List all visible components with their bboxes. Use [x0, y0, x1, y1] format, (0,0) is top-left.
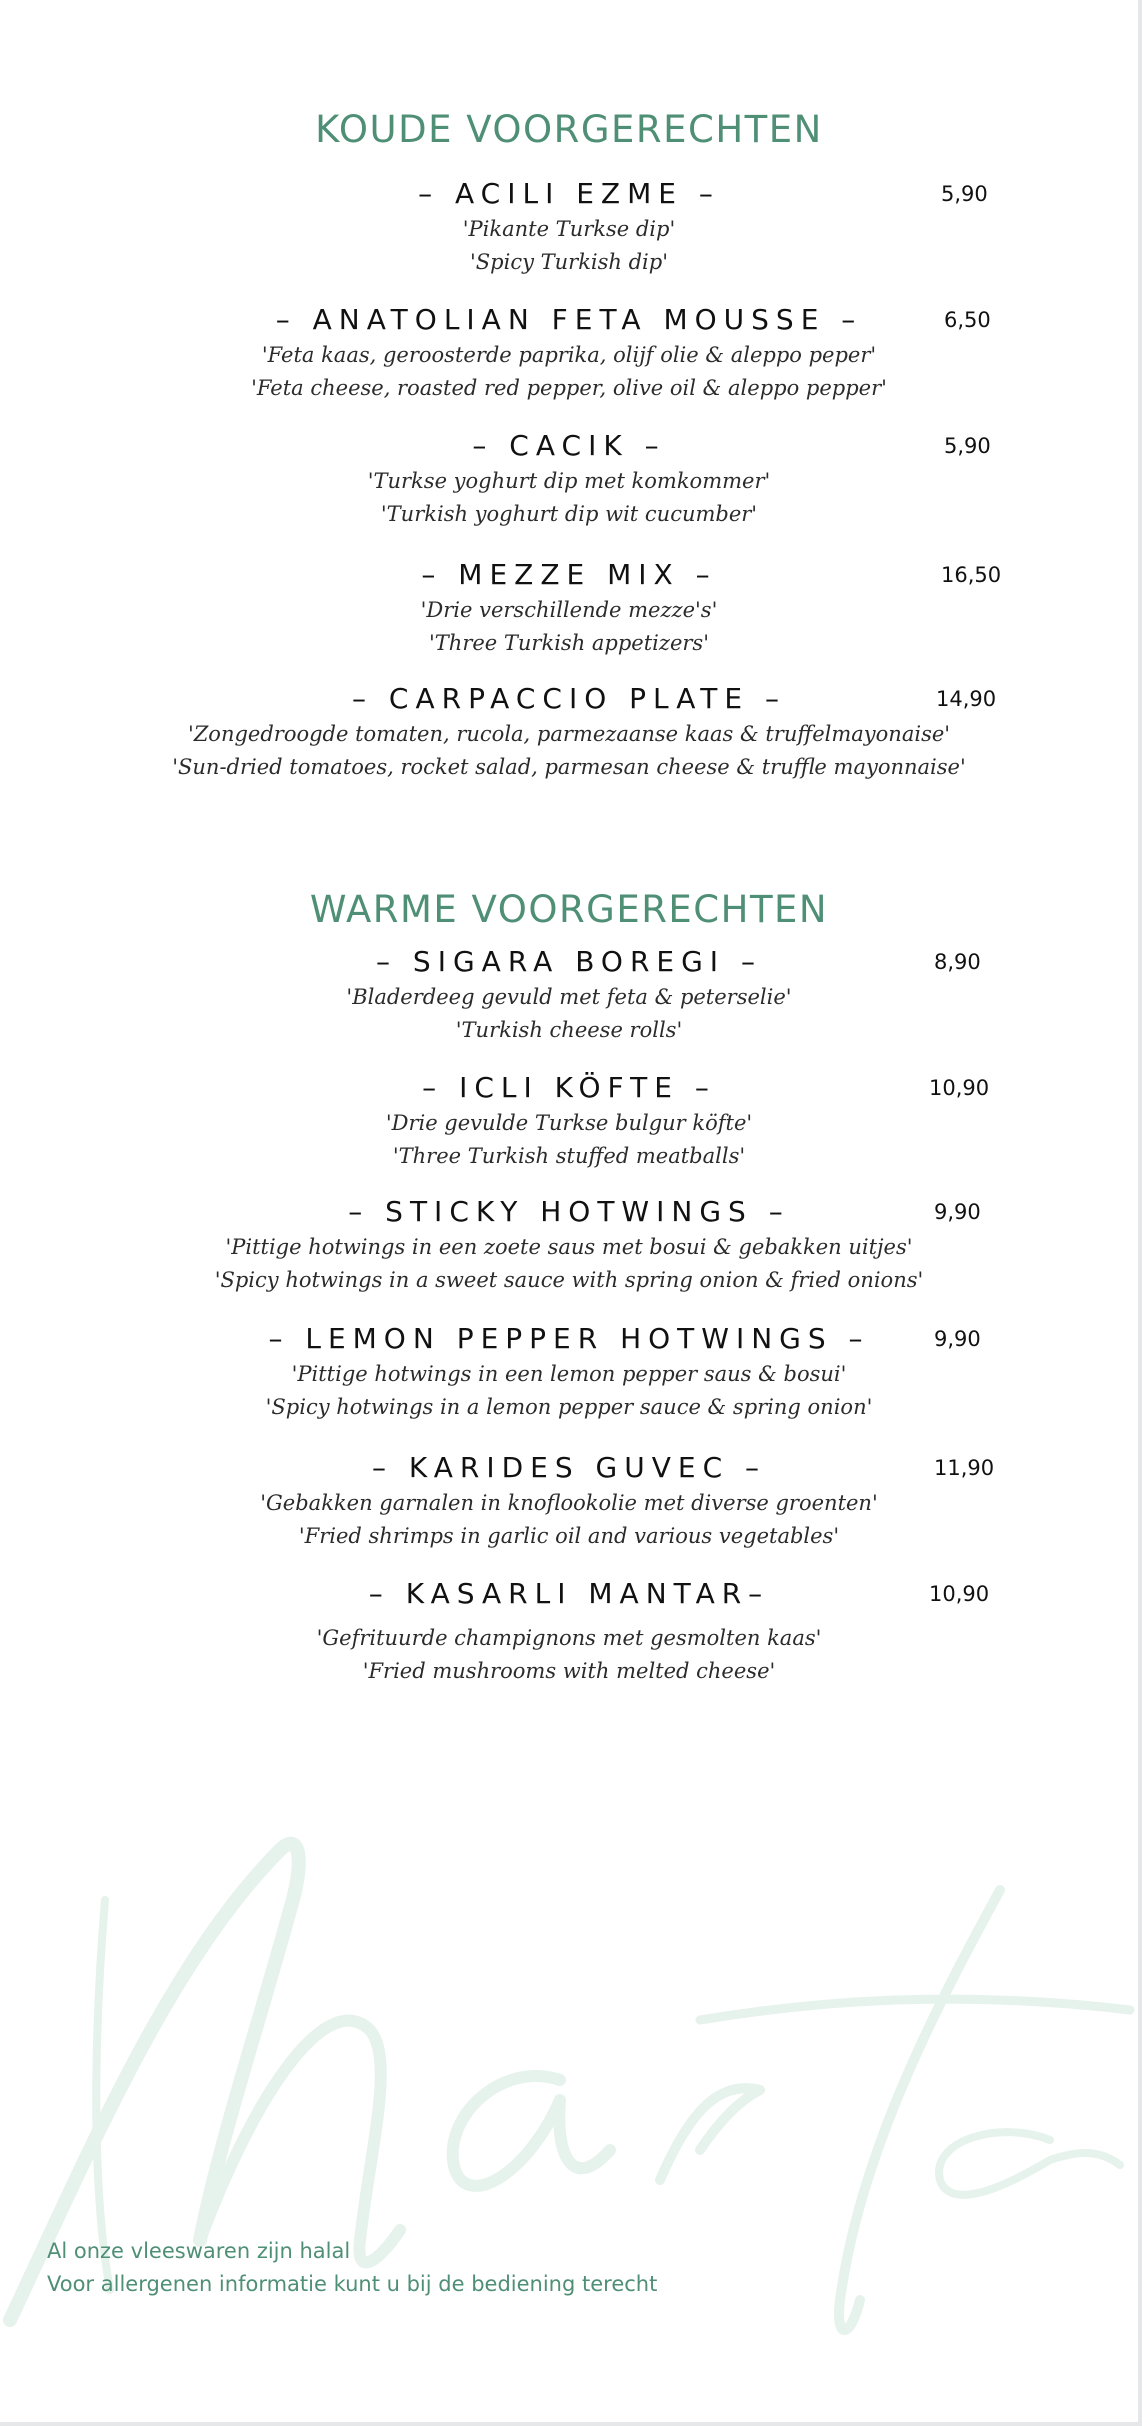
item-description-nl: 'Turkse yoghurt dip met komkommer'	[367, 469, 771, 493]
item-price: 16,50	[941, 563, 1002, 587]
item-name: – LEMON PEPPER HOTWINGS –	[268, 1322, 870, 1355]
item-price: 6,50	[944, 308, 991, 332]
item-price: 11,90	[934, 1456, 995, 1480]
item-price: 14,90	[936, 687, 997, 711]
item-price: 10,90	[929, 1582, 990, 1606]
item-name: – ACILI EZME –	[418, 177, 720, 210]
item-description-nl: 'Bladerdeeg gevuld met feta & peterselie'	[346, 985, 792, 1009]
warm-section-title: WARME VOORGERECHTEN	[309, 888, 829, 931]
item-description-en: 'Spicy Turkish dip'	[470, 250, 668, 274]
item-description-en: 'Spicy hotwings in a lemon pepper sauce & spring onion'	[265, 1395, 873, 1419]
item-name: – ICLI KÖFTE –	[422, 1071, 716, 1104]
footer-notes	[47, 2235, 657, 2301]
item-description-nl: 'Gefrituurde champignons met gesmolten kaas'	[316, 1626, 822, 1650]
item-description-nl: 'Pittige hotwings in een lemon pepper saus & bosui'	[291, 1362, 847, 1386]
item-name: – CARPACCIO PLATE –	[352, 682, 786, 715]
item-description-en: 'Feta cheese, roasted red pepper, olive oil & aleppo pepper'	[251, 376, 887, 400]
footer-allergen-note: Voor allergenen informatie kunt u bij de bediening terecht	[47, 2272, 658, 2296]
item-name: – KASARLI MANTAR–	[368, 1577, 770, 1610]
item-description-en: 'Turkish cheese rolls'	[455, 1018, 683, 1042]
item-name: – STICKY HOTWINGS –	[348, 1195, 790, 1228]
item-description-en: 'Sun-dried tomatoes, rocket salad, parmesan cheese & truffle mayonnaise'	[172, 755, 966, 779]
item-price: 5,90	[944, 434, 991, 458]
item-description-en: 'Fried mushrooms with melted cheese'	[362, 1659, 776, 1683]
item-price: 8,90	[934, 950, 981, 974]
item-description-nl: 'Feta kaas, geroosterde paprika, olijf olie & aleppo peper'	[261, 343, 877, 367]
item-description-en: 'Spicy hotwings in a sweet sauce with spring onion & fried onions'	[214, 1268, 924, 1292]
item-description-nl: 'Gebakken garnalen in knoflookolie met diverse groenten'	[260, 1491, 878, 1515]
item-description-nl: 'Drie gevulde Turkse bulgur köfte'	[385, 1111, 753, 1135]
item-name: – SIGARA BOREGI –	[376, 945, 762, 978]
item-description-en: 'Three Turkish appetizers'	[429, 631, 709, 655]
item-price: 5,90	[941, 182, 988, 206]
item-description-nl: 'Zongedroogde tomaten, rucola, parmezaanse kaas & truffelmayonaise'	[187, 722, 951, 746]
cold-section-title: KOUDE VOORGERECHTEN	[315, 108, 823, 151]
footer-halal-note: Al onze vleeswaren zijn halal	[47, 2239, 351, 2263]
item-name: – MEZZE MIX –	[421, 558, 717, 591]
item-description-nl: 'Pittige hotwings in een zoete saus met bosui & gebakken uitjes'	[225, 1235, 913, 1259]
item-description-nl: 'Drie verschillende mezze's'	[420, 598, 718, 622]
item-description-en: 'Turkish yoghurt dip wit cucumber'	[380, 502, 758, 526]
item-price: 9,90	[934, 1327, 981, 1351]
item-description-en: 'Three Turkish stuffed meatballs'	[392, 1144, 746, 1168]
item-description-en: 'Fried shrimps in garlic oil and various vegetables'	[298, 1524, 840, 1548]
item-description-nl: 'Pikante Turkse dip'	[462, 217, 676, 241]
item-name: – CACIK –	[472, 429, 666, 462]
item-price: 9,90	[934, 1200, 981, 1224]
item-name: – KARIDES GUVEC –	[371, 1451, 767, 1484]
item-price: 10,90	[929, 1076, 990, 1100]
item-name: – ANATOLIAN FETA MOUSSE –	[275, 303, 863, 336]
